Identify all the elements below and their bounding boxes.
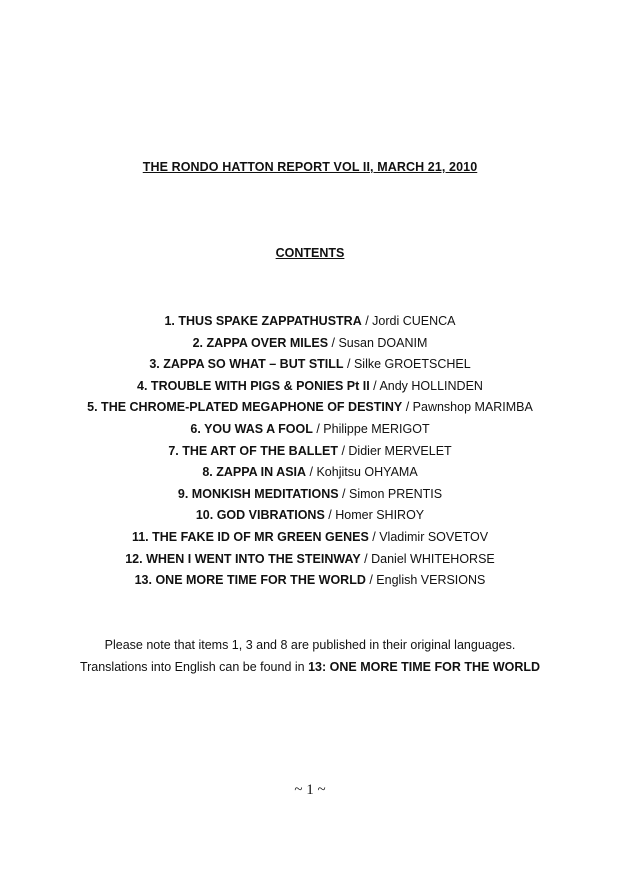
toc-item-separator: / [328, 335, 339, 350]
toc-item [0, 441, 620, 463]
toc-item-author: Jordi CUENCA [372, 314, 456, 328]
toc-item [0, 333, 620, 355]
toc-item-author: Simon PRENTIS [348, 486, 443, 501]
toc-item-author: English VERSIONS [376, 573, 486, 588]
toc-item-separator: / [369, 378, 380, 393]
toc-item [0, 419, 620, 441]
toc-item-author: Kohjitsu OHYAMA [316, 465, 418, 480]
toc-item-title: 4. TROUBLE WITH PIGS & PONIES Pt II [137, 378, 370, 393]
toc-item-separator: / [360, 551, 372, 566]
toc-item-author: Philippe MERIGOT [323, 421, 430, 436]
document-title: THE RONDO HATTON REPORT VOL II, MARCH 21, 2010 [142, 160, 478, 174]
toc-item [0, 376, 620, 398]
note-line-1: Please note that items 1, 3 and 8 are published in their original languages. [104, 638, 516, 652]
toc-item-title: 7. THE ART OF THE BALLET [168, 443, 338, 458]
page-number: ~ 1 ~ [294, 782, 326, 798]
toc-item-author: Silke GROETSCHEL [353, 357, 471, 372]
toc-item [0, 549, 620, 571]
toc-item-title: 13. ONE MORE TIME FOR THE WORLD [134, 573, 366, 588]
toc-item [0, 354, 620, 376]
toc-item-author: Susan DOANIM [338, 335, 428, 350]
language-note [0, 634, 620, 678]
toc-item-author: Didier MERVELET [348, 443, 452, 458]
toc-item-title: 8. ZAPPA IN ASIA [202, 465, 307, 480]
toc-item-separator: / [343, 357, 354, 372]
toc-item-title: 6. YOU WAS A FOOL [190, 421, 313, 436]
note-line-2 [0, 656, 620, 678]
note-line-2-reference: 13: ONE MORE TIME FOR THE WORLD [308, 660, 541, 674]
toc-item-separator: / [306, 465, 317, 480]
note-line-2-text: Translations into English can be found in [79, 660, 309, 674]
toc-item-separator: / [337, 443, 349, 458]
toc-item-title: 10. GOD VIBRATIONS [195, 508, 325, 523]
toc-item-separator: / [365, 573, 377, 588]
toc-item-title: 1. THUS SPAKE ZAPPATHUSTRA [164, 314, 362, 328]
toc-item-title: 12. WHEN I WENT INTO THE STEINWAY [125, 551, 361, 566]
toc-item-separator: / [338, 486, 349, 501]
toc-item-author: Daniel WHITEHORSE [371, 551, 495, 566]
contents-heading: CONTENTS [275, 246, 345, 260]
toc-item-separator: / [324, 508, 336, 523]
toc-item [0, 484, 620, 506]
toc-item-author: Homer SHIROY [335, 508, 425, 523]
toc-item [0, 527, 620, 549]
toc-item-author: Vladimir SOVETOV [379, 529, 489, 544]
toc-item [0, 570, 620, 592]
toc-item-author: Pawnshop MARIMBA [412, 400, 533, 415]
toc-item-title: 5. THE CHROME-PLATED MEGAPHONE OF DESTINY [87, 400, 403, 415]
table-of-contents [0, 311, 620, 592]
toc-item-author: Andy HOLLINDEN [379, 378, 483, 393]
toc-item-title: 2. ZAPPA OVER MILES [192, 335, 329, 350]
toc-item-separator: / [312, 421, 324, 436]
toc-item [0, 505, 620, 527]
toc-item [0, 397, 620, 419]
toc-item-title: 9. MONKISH MEDITATIONS [177, 486, 339, 501]
toc-item-separator: / [361, 314, 373, 328]
toc-item-title: 11. THE FAKE ID OF MR GREEN GENES [131, 529, 369, 544]
toc-item [0, 311, 620, 333]
toc-item-separator: / [368, 529, 380, 544]
toc-item-separator: / [402, 400, 413, 415]
toc-item [0, 462, 620, 484]
toc-item-title: 3. ZAPPA SO WHAT – BUT STILL [149, 357, 344, 372]
